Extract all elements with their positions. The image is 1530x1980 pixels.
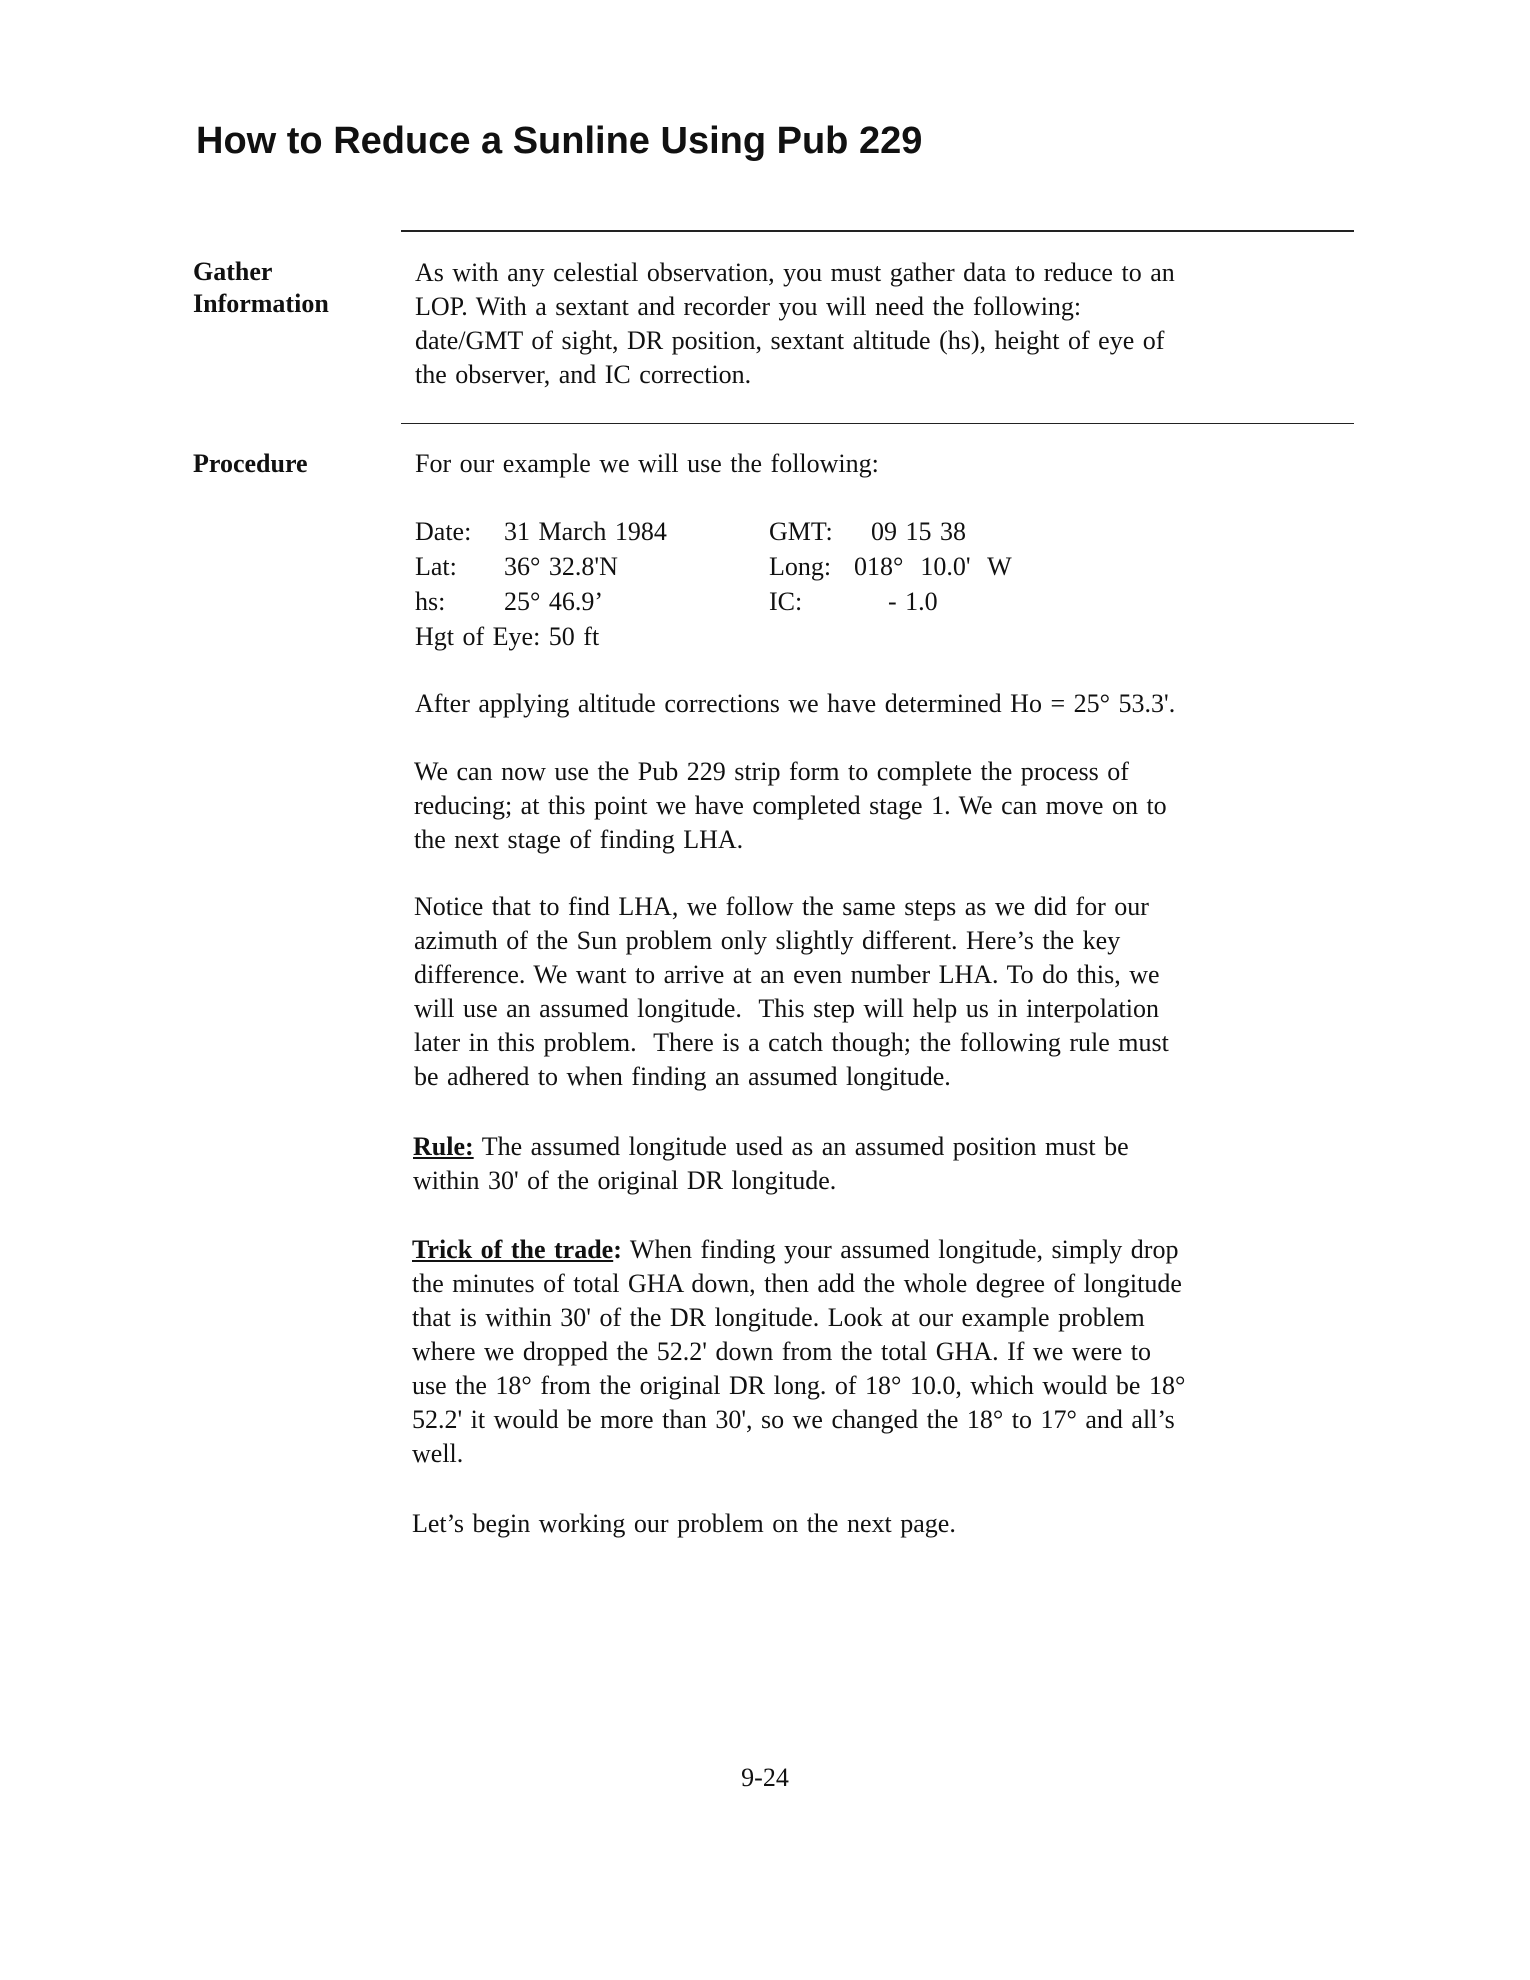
text-line: reducing; at this point we have completed stage 1. We can move on to [414, 791, 1167, 820]
rule-label: Rule: [413, 1132, 474, 1161]
text-line: 52.2' it would be more than 30', so we changed the 18° to 17° and all’s [412, 1405, 1175, 1434]
text-line: where we dropped the 52.2' down from the total GHA. If we were to [412, 1337, 1151, 1366]
text-line: the observer, and IC correction. [415, 360, 752, 389]
field-label: hs: [415, 587, 446, 616]
stage-paragraph [414, 755, 1167, 857]
field-value: 31 March 1984 [504, 517, 667, 546]
height-of-eye: Hgt of Eye: 50 ft [415, 622, 600, 651]
trick-label: Trick of the trade [412, 1235, 614, 1264]
text-line: the minutes of total GHA down, then add the whole degree of longitude [412, 1269, 1182, 1298]
field-label: IC: [769, 587, 803, 616]
table-row [415, 619, 1012, 654]
section-label-gather [193, 256, 329, 320]
text-line: well. [412, 1439, 464, 1468]
section-label-procedure: Procedure [193, 449, 308, 478]
rule-paragraph [413, 1130, 1129, 1198]
table-row [415, 514, 1012, 549]
sight-data-table [415, 514, 1012, 654]
ho-paragraph: After applying altitude corrections we have determined Ho = 25° 53.3'. [415, 689, 1176, 718]
field-label: Lat: [415, 552, 457, 581]
table-row [415, 584, 1012, 619]
text-line: We can now use the Pub 229 strip form to complete the process of [414, 757, 1129, 786]
closing-paragraph: Let’s begin working our problem on the next page. [412, 1509, 956, 1538]
field-label: Long: [769, 552, 832, 581]
field-label: GMT: [769, 517, 833, 546]
text-line: When finding your assumed longitude, simply drop [621, 1235, 1179, 1264]
text-line: azimuth of the Sun problem only slightly different. Here’s the key [414, 926, 1121, 955]
label-line: Gather [193, 257, 273, 286]
page-title: How to Reduce a Sunline Using Pub 229 [196, 120, 923, 162]
text-line: The assumed longitude used as an assumed position must be [473, 1132, 1129, 1161]
page-number: 9-24 [741, 1763, 789, 1792]
trick-colon: : [613, 1235, 622, 1264]
lha-paragraph [414, 890, 1169, 1094]
text-line: As with any celestial observation, you must gather data to reduce to an [415, 258, 1175, 287]
text-line: later in this problem. There is a catch though; the following rule must [414, 1028, 1169, 1057]
text-line: difference. We want to arrive at an even number LHA. To do this, we [414, 960, 1160, 989]
field-value: 09 15 38 [854, 517, 966, 546]
gather-paragraph [415, 256, 1175, 392]
text-line: Notice that to find LHA, we follow the same steps as we did for our [414, 892, 1149, 921]
text-line: be adhered to when finding an assumed longitude. [414, 1062, 951, 1091]
text-line: date/GMT of sight, DR position, sextant altitude (hs), height of eye of [415, 326, 1165, 355]
text-line: LOP. With a sextant and recorder you will need the following: [415, 292, 1082, 321]
table-row [415, 549, 1012, 584]
field-value: 25° 46.9’ [504, 587, 604, 616]
label-line: Information [193, 289, 329, 318]
text-line: use the 18° from the original DR long. of 18° 10.0, which would be 18° [412, 1371, 1186, 1400]
section-divider [401, 423, 1354, 424]
text-line: that is within 30' of the DR longitude. Look at our example problem [412, 1303, 1145, 1332]
field-value: - 1.0 [854, 587, 938, 616]
text-line: the next stage of finding LHA. [414, 825, 744, 854]
top-divider [401, 230, 1354, 232]
field-value: 36° 32.8'N [504, 552, 618, 581]
field-label: Date: [415, 517, 472, 546]
text-line: within 30' of the original DR longitude. [413, 1166, 837, 1195]
field-value: 018° 10.0' W [854, 552, 1012, 581]
trick-paragraph [412, 1233, 1185, 1471]
text-line: will use an assumed longitude. This step will help us in interpolation [414, 994, 1159, 1023]
procedure-intro: For our example we will use the following: [415, 449, 879, 478]
